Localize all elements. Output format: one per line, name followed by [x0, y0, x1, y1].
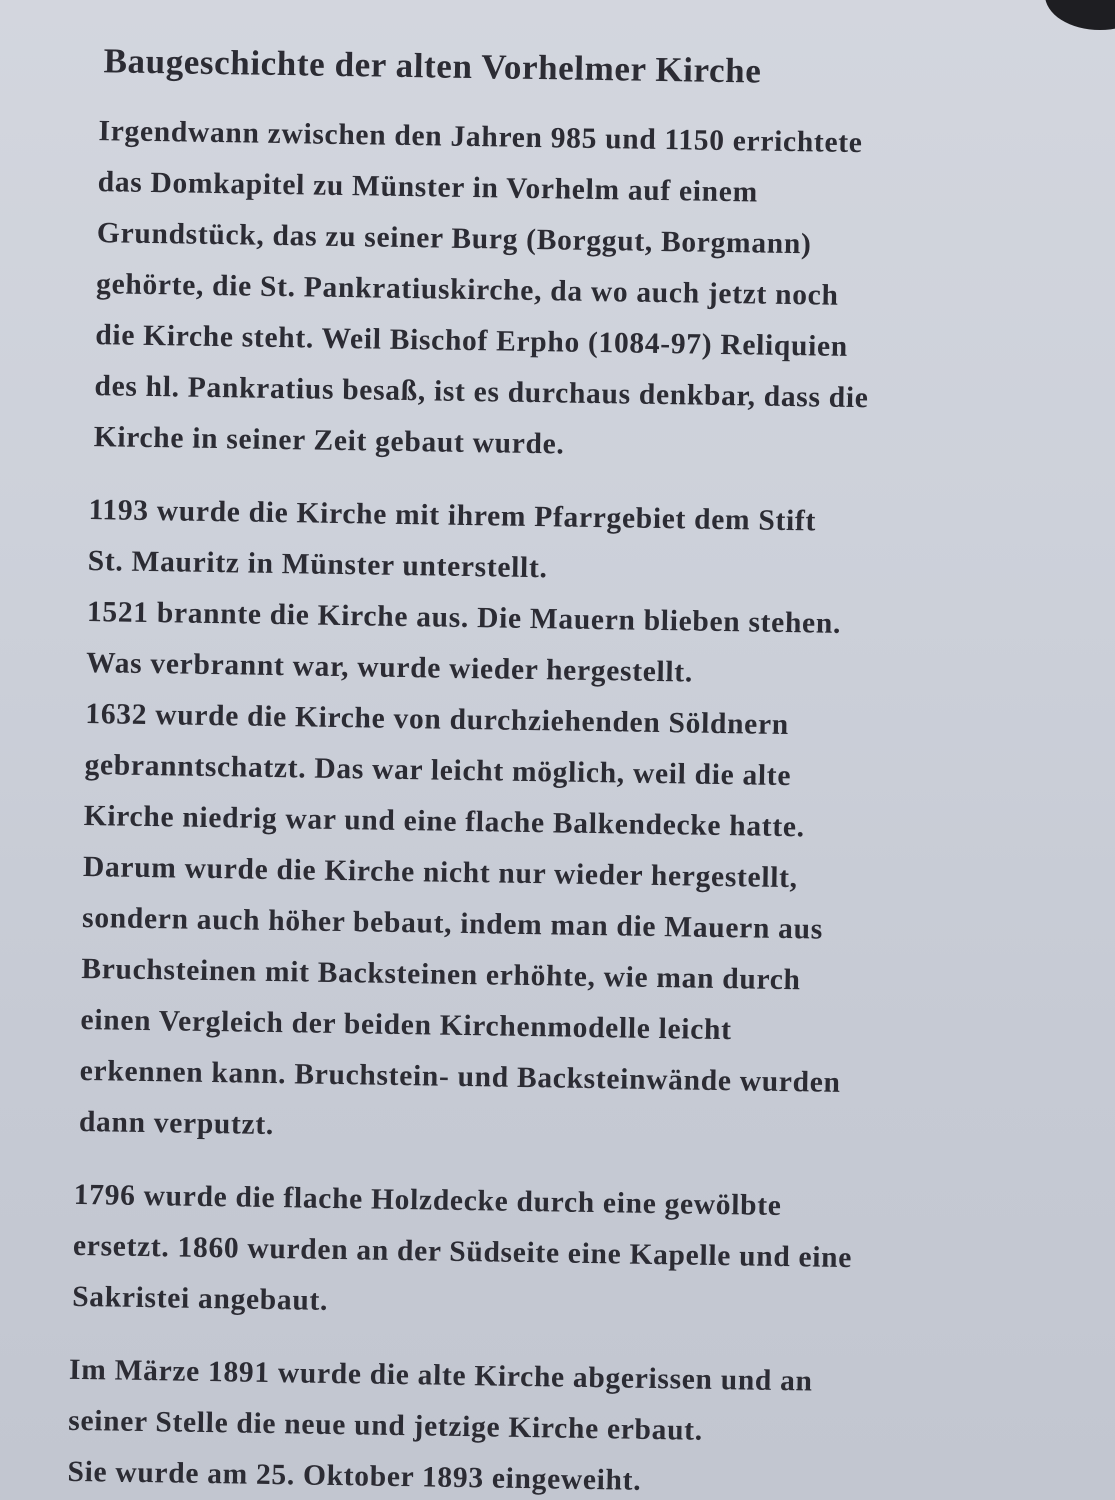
text-line: Sakristei angebaut. — [71, 1280, 329, 1317]
text-line: gehörte, die St. Pankratiuskirche, da wo auch jetzt noch — [95, 268, 839, 312]
text-line: Grundstück, das zu seiner Burg (Borggut, Borgmann) — [96, 217, 812, 261]
text-line: die Kirche steht. Weil Bischof Erpho (1084-97) Reliquien — [95, 319, 849, 363]
text-line: Kirche niedrig war und eine flache Balkendecke hatte. — [83, 800, 805, 844]
text-line: Kirche in seiner Zeit gebaut wurde. — [93, 421, 565, 461]
document-title: Baugeschichte der alten Vorhelmer Kirche — [103, 41, 762, 91]
text-line: gebranntschatzt. Das war leicht möglich, weil die alte — [84, 749, 792, 793]
text-line: erkennen kann. Bruchstein- und Backsteinwände wurden — [79, 1054, 841, 1099]
text-line: einen Vergleich der beiden Kirchenmodelle leicht — [80, 1003, 732, 1047]
text-line: 1632 wurde die Kirche von durchziehenden Söldnern — [85, 698, 790, 742]
corner-shadow — [1045, 0, 1115, 30]
text-line: 1193 wurde die Kirche mit ihrem Pfarrgebiet dem Stift — [88, 494, 817, 538]
text-line: Sie wurde am 25. Oktober 1893 eingeweiht. — [67, 1455, 642, 1497]
text-line: des hl. Pankratius besaß, ist es durchaus denkbar, dass die — [94, 370, 869, 415]
text-line: seiner Stelle die neue und jetzige Kirche erbaut. — [68, 1404, 704, 1447]
paragraph-demolition — [67, 1345, 1029, 1500]
text-line: das Domkapitel zu Münster in Vorhelm auf einem — [97, 166, 759, 209]
text-block — [67, 38, 1050, 1500]
text-line: Was verbrannt war, wurde wieder hergestellt. — [85, 647, 694, 689]
text-line: dann verputzt. — [78, 1105, 275, 1142]
paragraph-founding — [93, 106, 1048, 478]
text-line: St. Mauritz in Münster unterstellt. — [87, 545, 548, 585]
paragraph-vault — [72, 1170, 1032, 1338]
text-line: sondern auch höher bebaut, indem man die Mauern aus — [81, 901, 824, 946]
text-line: Bruchsteinen mit Backsteinen erhöhte, wie man durch — [81, 952, 801, 997]
text-line: Irgendwann zwischen den Jahren 985 und 1150 errichtete — [98, 115, 863, 160]
text-line: ersetzt. 1860 wurden an der Südseite eine Kapelle und eine — [72, 1229, 853, 1275]
text-line: 1796 wurde die flache Holzdecke durch eine gewölbte — [73, 1178, 782, 1223]
text-line: Im Märze 1891 wurde die alte Kirche abgerissen und an — [68, 1353, 813, 1398]
text-line: Darum wurde die Kirche nicht nur wieder hergestellt, — [82, 850, 798, 895]
text-line: 1521 brannte die Kirche aus. Die Mauern blieben stehen. — [86, 596, 842, 640]
paragraph-history — [79, 485, 1043, 1163]
